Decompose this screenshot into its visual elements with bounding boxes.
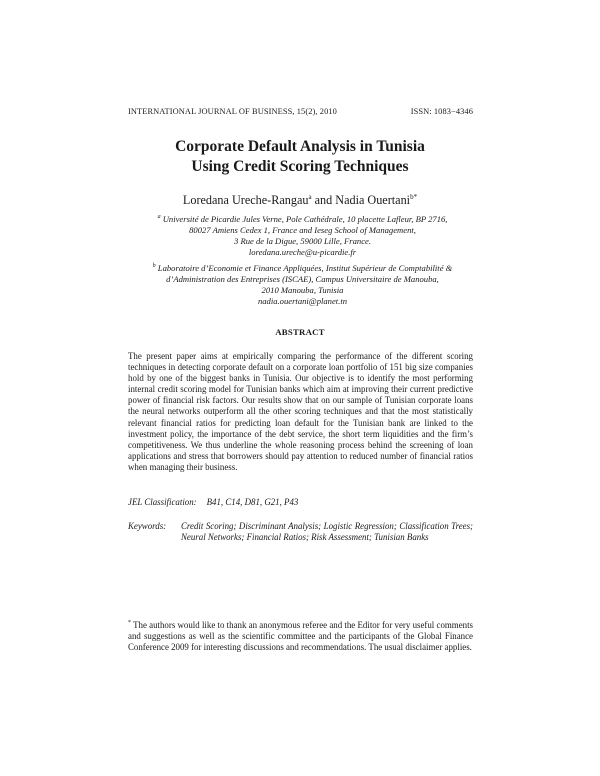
- keywords-label: Keywords:: [128, 521, 167, 531]
- author-2: Nadia Ouertani: [335, 193, 411, 207]
- jel-label: JEL Classification:: [128, 497, 197, 507]
- footnote-mark: *: [128, 620, 131, 626]
- keywords-text: Credit Scoring; Discriminant Analysis; Logistic Regression; Classification Trees; Neural Networks; Financial Ratios; Risk Assessment; Tunisian Banks: [181, 521, 473, 542]
- affiliation-b-mark: b: [152, 263, 156, 269]
- footnote: [128, 618, 473, 654]
- affiliation-b: [130, 261, 475, 307]
- journal-citation: INTERNATIONAL JOURNAL OF BUSINESS, 15(2), 2010: [128, 107, 337, 116]
- affiliation-a: [130, 212, 475, 258]
- author-list: [0, 193, 600, 208]
- footnote-text: The authors would like to thank an anonymous referee and the Editor for very useful comments and suggestions as well as the scientific committee and the participants of the Global Finance Conference 2009 for interesting discussions and recommendations. The usual disclaimer applies.: [128, 620, 473, 653]
- affiliation-b-line-1: Laboratoire d’Economie et Finance Appliquées, Institut Supérieur de Comptabilité &: [155, 263, 453, 273]
- abstract-text: The present paper aims at empirically comparing the performance of the different scoring techniques in detecting corporate default on a corporate loan portfolio of 151 big size companies hold by one of the biggest banks in Tunisia. Our objective is to identify the most performing internal credit scoring model for Tunisian banks which aim at improving their current predictive power of financial risk factors. Our results show that on our sample of Tunisian corporate loans the neural networks outperform all the other scoring techniques and that the most statistically relevant financial ratios for predicting loan default for the Tunisian bank are linked to the investment policy, the importance of the debt service, the short term liquidities and the firm’s competitiveness. We thus underline the whole reasoning process behind the screening of loan applications and stress that borrowers should pay attention to reduced number of financial ratios when managing their business.: [128, 351, 473, 472]
- title-line-1: Corporate Default Analysis in Tunisia: [175, 138, 425, 155]
- abstract-heading: ABSTRACT: [275, 327, 325, 337]
- jel-classification: [128, 497, 473, 507]
- issn: ISSN: 1083−4346: [410, 107, 473, 116]
- paper-title: [0, 137, 600, 177]
- author-1-affil-mark: a: [308, 193, 312, 201]
- affiliation-a-line-2: 80027 Amiens Cedex 1, France and Ieseg School of Management,: [189, 225, 416, 235]
- jel-codes: B41, C14, D81, G21, P43: [206, 497, 299, 507]
- affiliation-a-line-1: Université de Picardie Jules Verne, Pole Cathédrale, 10 placette Lafleur, BP 2716,: [160, 214, 448, 224]
- affiliation-a-mark: a: [157, 214, 161, 220]
- affiliation-a-email: loredana.ureche@u-picardie.fr: [248, 247, 357, 257]
- affiliation-b-email: nadia.ouertani@planet.tn: [257, 296, 348, 306]
- affiliation-b-line-2: d’Administration des Entreprises (ISCAE), Campus Universitaire de Manouba,: [166, 274, 439, 284]
- author-separator: and: [311, 193, 336, 207]
- author-1: Loredana Ureche-Rangau: [182, 193, 309, 207]
- title-line-2: Using Credit Scoring Techniques: [191, 158, 409, 175]
- affiliation-a-line-3: 3 Rue de la Digue, 59000 Lille, France.: [234, 236, 371, 246]
- author-2-affil-mark: b*: [410, 193, 418, 201]
- affiliation-b-line-3: 2010 Manouba, Tunisia: [261, 285, 344, 295]
